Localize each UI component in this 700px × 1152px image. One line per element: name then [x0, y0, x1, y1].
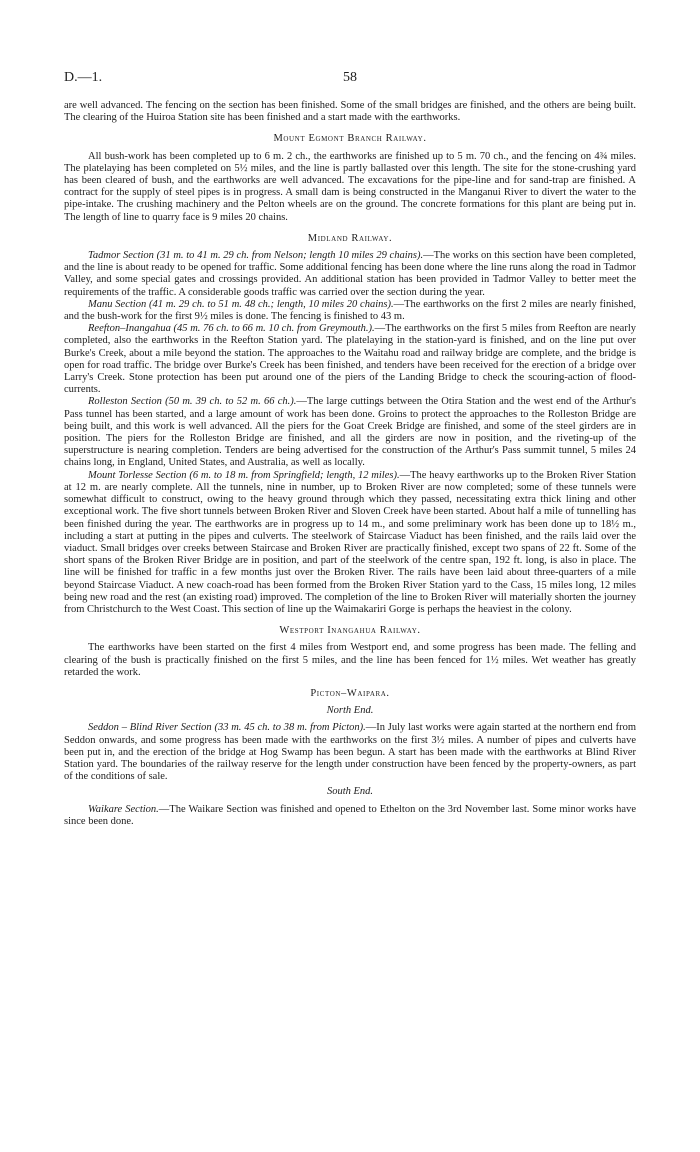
paragraph-reefton	[64, 323, 636, 396]
page-number: 58	[343, 70, 357, 85]
continued-paragraph: are well advanced. The fencing on the section has been finished. Some of the small bridges are finished, and the others are being built. The clearing of the Huiroa Station site has been finished and a start made with the earthworks.	[64, 100, 636, 124]
paragraph-tadmor	[64, 250, 636, 299]
page-header	[64, 70, 636, 92]
section-heading-midland: Midland Railway.	[307, 232, 393, 244]
reefton-section-title: Reefton–Inangahua (45 m. 76 ch. to 66 m. 10 ch. from Greymouth.).	[88, 323, 375, 335]
subheading-north-end: North End.	[326, 705, 374, 717]
tadmor-section-body: —The works on this section have been completed, and the line is about ready to be opened for traffic. Some additional fencing has been done where the line runs along the road in Tadmor Valley, and some special gates and crossings provided. An additional station has been provided in Tadmor Valley to better meet the requirements of the traffic. A considerable goods traffic was carried over the section during the year.	[64, 250, 636, 298]
seddon-section-title: Seddon – Blind River Section (33 m. 45 ch. to 38 m. from Picton).	[88, 722, 366, 734]
seddon-section-body: —In July last works were again started at the northern end from Seddon onwards, and some progress has been made with the earthworks on the first 3½ miles. A number of pipes and culverts have been put in, and the erection of the bridge at Hog Swamp has been begun. A start has been made with the earthworks at Blind River Station yard. The boundaries of the railway reserve for the length under construction have been fenced by the property-owners, as part of the conditions of sale.	[64, 722, 636, 783]
paragraph-manu	[64, 299, 636, 323]
paragraph-mount-torlesse	[64, 470, 636, 616]
paragraph-mount-egmont: All bush-work has been completed up to 6 m. 2 ch., the earthworks are finished up to 5 m. 70 ch., and the fencing on 4¾ miles. The platelaying has been completed on 5½ miles, and the line is partly ballasted over this length. The site for the stone-crushing yard has been cleared of bush, and the earthworks are well advanced. The excavations for the pipe-line and for sand-trap are finished. A contract for the supply of steel pipes is in progress. A small dam is being constructed in the Manganui River to divert the water to the pipe-intake. The crushing machinery and the Pelton wheels are on the ground. The concrete formations for this plant are being put in. The length of line to quarry face is 9 miles 20 chains.	[64, 150, 636, 223]
rolleston-section-body: —The large cuttings between the Otira Station and the west end of the Arthur's Pass tunnel has been started, and a large amount of work has been done. Groins to protect the approaches to the Rolleston Bridge are being built, and this work is well advanced. All the piers for the Goat Creek Bridge are finished, and some of the steel girders are in position. The piers for the Rolleston Bridge are finished, and all the girders are now in position, and the riveting-up of the superstructure is nearing completion. Tenders are being advertised for the construction of the Arthur's Pass summit tunnel, 5 miles 24 chains long, in England, United States, and Australia, as well as locally.	[64, 396, 636, 469]
tadmor-section-title: Tadmor Section (31 m. to 41 m. 29 ch. from Nelson; length 10 miles 29 chains).	[88, 250, 424, 262]
section-heading-westport: Westport Inangahua Railway.	[279, 625, 421, 637]
paragraph-seddon	[64, 722, 636, 783]
page-body	[64, 100, 636, 828]
paragraph-westport: The earthworks have been started on the first 4 miles from Westport end, and some progress has been made. The felling and clearing of the bush is practically finished on the first 5 miles, and the line has been fenced for 1½ miles. Wet weather has greatly retarded the work.	[64, 642, 636, 678]
waikare-section-title: Waikare Section.	[88, 803, 159, 815]
section-heading-picton-waipara: Picton–Waipara.	[310, 687, 390, 699]
paragraph-waikare	[64, 804, 636, 828]
waikare-section-body: —The Waikare Section was finished and opened to Ethelton on the 3rd November last. Some minor works have since been done.	[64, 803, 637, 827]
torlesse-section-title: Mount Torlesse Section (6 m. to 18 m. from Springfield; length, 12 miles).	[88, 469, 400, 481]
manu-section-body: —The earthworks on the first 2 miles are nearly finished, and the bush-work for the first 9½ miles is done. The fencing is finished to 43 m.	[64, 298, 636, 323]
torlesse-section-body: —The heavy earthworks up to the Broken River Station at 12 m. are nearly complete. All the tunnels, nine in number, up to Broken River are now completed; some of these tunnels were somewhat difficult to construct, owing to the heavy ground through which they passed, necessitating extra thick lining and other exceptional work. The five short tunnels between Broken River and Sloven Creek have been started. About half a mile of tunnelling has been finished during the year. The earthworks are in progress up to 14 m., and some preliminary work has been done up to 18½ m., including a start at putting in the pipes and culverts. The steelwork of Staircase Viaduct has been finished, and the rails laid over the viaduct. Small bridges over creeks between Staircase and Broken River are practically finished, except two spans of 22 ft. Some of the short spans of the Broken River Bridge are in position, and part of the steelwork of the centre span, 192 ft. long, is also in place. The line will be finished for traffic in a few months just over the Broken River. The rails have been laid about three-quarters of a mile beyond Staircase Viaduct. A new coach-road has been formed from the Broken River Station yard to the Cass, 15 miles long, 12 miles being new road and the rest (an existing road) improved. The completion of the line to Broken River will materially shorten the journey from Christchurch to the West Coast. This section of line up the Waimakariri Gorge is perhaps the heaviest in the colony.	[64, 469, 636, 615]
manu-section-title: Manu Section (41 m. 29 ch. to 51 m. 48 ch.; length, 10 miles 20 chains).	[88, 298, 394, 310]
section-heading-mount-egmont: Mount Egmont Branch Railway.	[273, 133, 427, 145]
rolleston-section-title: Rolleston Section (50 m. 39 ch. to 52 m. 66 ch.).	[88, 396, 297, 408]
document-reference: D.—1.	[64, 70, 103, 85]
subheading-south-end: South End.	[326, 786, 374, 798]
paragraph-rolleston	[64, 396, 636, 469]
reefton-section-body: —The earthworks on the first 5 miles from Reefton are nearly completed, also the earthworks in the Reefton Station yard. The platelaying in the station-yard is finished, and on the line put over Burke's Creek, about a mile beyond the station. The approaches to the Waitahu road and railway bridge are complete, and the bridge is open for road traffic. The bridge over Burke's Creek has been finished, and tenders have been received for the erection of a bridge over Larry's Creek. Stone protection has been put around one of the piers of the Landing Bridge to check the scouring-action of flood-currents.	[64, 323, 636, 396]
